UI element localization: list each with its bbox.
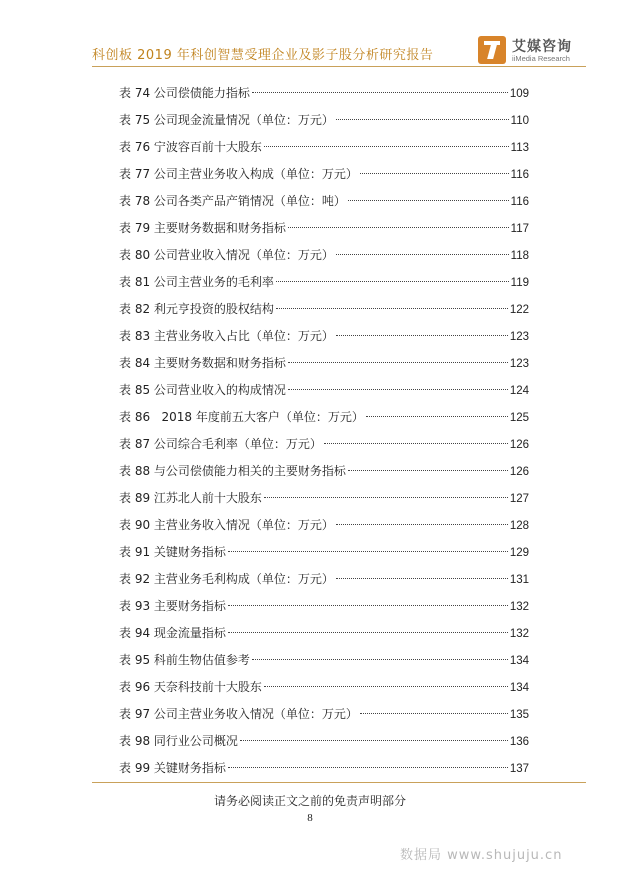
toc-entry[interactable]	[119, 164, 529, 191]
toc-entry[interactable]	[119, 380, 529, 407]
company-logo	[478, 36, 588, 66]
page-number: 8	[307, 812, 313, 824]
page-header	[0, 0, 620, 70]
toc-entry[interactable]	[119, 83, 529, 110]
toc-leader-dots	[264, 497, 508, 498]
toc-entry-page: 124	[509, 385, 529, 397]
toc-entry-label: 表 99 关键财务指标	[119, 761, 226, 775]
toc-entry-label: 表 89 江苏北人前十大股东	[119, 491, 262, 505]
toc-leader-dots	[360, 713, 508, 714]
toc-entry-page: 137	[509, 763, 529, 775]
toc-entry-label: 表 81 公司主营业务的毛利率	[119, 275, 274, 289]
toc-entry-label: 表 87 公司综合毛利率（单位：万元）	[119, 437, 322, 451]
toc-entry-label: 表 82 利元亨投资的股权结构	[119, 302, 274, 316]
toc-leader-dots	[348, 470, 508, 471]
toc-leader-dots	[288, 227, 509, 228]
toc-leader-dots	[336, 335, 508, 336]
toc-entry[interactable]	[119, 758, 529, 785]
footer-divider	[92, 782, 586, 783]
toc-entry[interactable]	[119, 569, 529, 596]
toc-entry-label: 表 80 公司营业收入情况（单位：万元）	[119, 248, 334, 262]
toc-entry-label: 表 76 宁波容百前十大股东	[119, 140, 262, 154]
toc-entry-label: 表 86 2018 年度前五大客户（单位：万元）	[119, 410, 364, 424]
toc-entry[interactable]	[119, 677, 529, 704]
toc-entry-label: 表 94 现金流量指标	[119, 626, 226, 640]
toc-entry-page: 126	[509, 439, 529, 451]
toc-entry[interactable]	[119, 596, 529, 623]
toc-leader-dots	[336, 119, 509, 120]
toc-entry-label: 表 84 主要财务数据和财务指标	[119, 356, 286, 370]
toc-leader-dots	[336, 524, 508, 525]
toc-leader-dots	[240, 740, 508, 741]
toc-entry-page: 134	[509, 682, 529, 694]
toc-entry-label: 表 88 与公司偿债能力相关的主要财务指标	[119, 464, 346, 478]
toc-leader-dots	[288, 362, 508, 363]
toc-entry[interactable]	[119, 461, 529, 488]
toc-entry-label: 表 75 公司现金流量情况（单位：万元）	[119, 113, 334, 127]
toc-entry-page: 128	[509, 520, 529, 532]
toc-entry-label: 表 74 公司偿债能力指标	[119, 86, 250, 100]
toc-leader-dots	[360, 173, 509, 174]
logo-english-name: iiMedia Research	[512, 54, 570, 63]
toc-entry-label: 表 92 主营业务毛利构成（单位：万元）	[119, 572, 334, 586]
toc-leader-dots	[276, 281, 509, 282]
toc-leader-dots	[324, 443, 508, 444]
toc-entry[interactable]	[119, 353, 529, 380]
toc-entry[interactable]	[119, 488, 529, 515]
toc-entry-page: 135	[509, 709, 529, 721]
toc-entry-page: 113	[510, 142, 529, 154]
disclaimer-note: 请务必阅读正文之前的免责声明部分	[213, 794, 406, 808]
toc-entry[interactable]	[119, 110, 529, 137]
toc-leader-dots	[252, 92, 508, 93]
toc-entry-page: 117	[510, 223, 529, 235]
report-title: 科创板 2019 年科创智慧受理企业及影子股分析研究报告	[92, 48, 434, 63]
toc-entry-page: 127	[509, 493, 529, 505]
toc-entry-page: 126	[509, 466, 529, 478]
toc-entry-label: 表 97 公司主营业务收入情况（单位：万元）	[119, 707, 358, 721]
toc-leader-dots	[264, 686, 508, 687]
header-divider	[92, 66, 586, 67]
toc-entry-page: 118	[510, 250, 529, 262]
toc-entry-label: 表 95 科前生物估值参考	[119, 653, 250, 667]
toc-entry[interactable]	[119, 542, 529, 569]
toc-entry-page: 132	[509, 601, 529, 613]
toc-entry-page: 136	[509, 736, 529, 748]
toc-entry-page: 123	[509, 331, 529, 343]
toc-entry[interactable]	[119, 245, 529, 272]
toc-entry[interactable]	[119, 191, 529, 218]
logo-name: 艾媒咨询	[512, 39, 572, 55]
toc-entry[interactable]	[119, 515, 529, 542]
toc-entry-page: 123	[509, 358, 529, 370]
toc-entry[interactable]	[119, 137, 529, 164]
toc-entry[interactable]	[119, 272, 529, 299]
toc-leader-dots	[252, 659, 508, 660]
toc-entry[interactable]	[119, 434, 529, 461]
toc-entry[interactable]	[119, 218, 529, 245]
toc-leader-dots	[228, 767, 508, 768]
toc-entry-page: 122	[509, 304, 529, 316]
toc-entry-label: 表 96 天奈科技前十大股东	[119, 680, 262, 694]
toc-leader-dots	[288, 389, 508, 390]
table-of-contents	[119, 83, 529, 785]
toc-entry[interactable]	[119, 299, 529, 326]
toc-entry-page: 129	[509, 547, 529, 559]
toc-entry-label: 表 78 公司各类产品产销情况（单位：吨）	[119, 194, 346, 208]
toc-leader-dots	[264, 146, 509, 147]
toc-entry-page: 134	[509, 655, 529, 667]
toc-entry-label: 表 83 主营业务收入占比（单位：万元）	[119, 329, 334, 343]
toc-entry-page: 116	[510, 196, 529, 208]
toc-entry-page: 132	[509, 628, 529, 640]
toc-leader-dots	[228, 605, 508, 606]
toc-entry-label: 表 79 主要财务数据和财务指标	[119, 221, 286, 235]
toc-entry[interactable]	[119, 407, 529, 434]
toc-leader-dots	[366, 416, 508, 417]
toc-entry-page: 109	[509, 88, 529, 100]
toc-entry-page: 110	[510, 115, 529, 127]
toc-entry-label: 表 90 主营业务收入情况（单位：万元）	[119, 518, 334, 532]
toc-entry-page: 125	[509, 412, 529, 424]
toc-leader-dots	[228, 551, 508, 552]
toc-entry-label: 表 77 公司主营业务收入构成（单位：万元）	[119, 167, 358, 181]
toc-leader-dots	[276, 308, 508, 309]
toc-entry-label: 表 91 关键财务指标	[119, 545, 226, 559]
toc-entry-page: 119	[510, 277, 529, 289]
toc-entry-page: 131	[509, 574, 529, 586]
site-watermark: 数据局 www.shujuju.cn	[400, 848, 563, 863]
toc-entry-label: 表 98 同行业公司概况	[119, 734, 238, 748]
toc-leader-dots	[336, 578, 508, 579]
toc-entry-page: 116	[510, 169, 529, 181]
toc-leader-dots	[348, 200, 509, 201]
toc-leader-dots	[336, 254, 509, 255]
toc-entry[interactable]	[119, 704, 529, 731]
toc-leader-dots	[228, 632, 508, 633]
logo-mark-icon	[478, 36, 506, 64]
toc-entry[interactable]	[119, 650, 529, 677]
toc-entry[interactable]	[119, 731, 529, 758]
toc-entry-label: 表 93 主要财务指标	[119, 599, 226, 613]
toc-entry-label: 表 85 公司营业收入的构成情况	[119, 383, 286, 397]
toc-entry[interactable]	[119, 623, 529, 650]
toc-entry[interactable]	[119, 326, 529, 353]
